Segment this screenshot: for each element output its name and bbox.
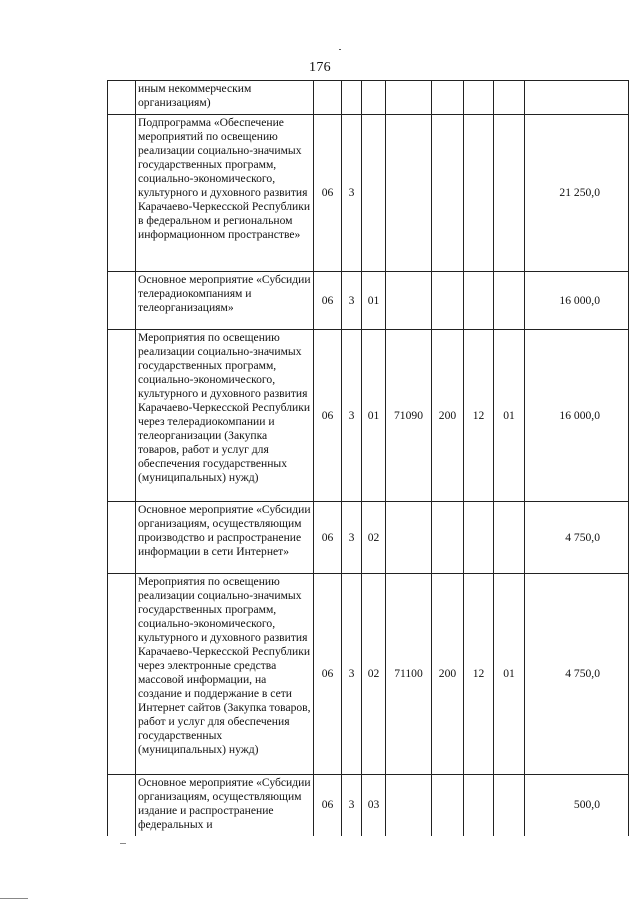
code-cell: 3	[342, 574, 362, 775]
code-cell	[494, 81, 525, 115]
code-cell	[432, 775, 464, 836]
code-cell	[464, 775, 494, 836]
code-cell	[432, 81, 464, 115]
code-cell: 06	[314, 330, 342, 502]
item-name-cell: Основное мероприятие «Субсидии организациям, осуществляющим издание и распространение федеральных и	[136, 775, 314, 836]
code-cell: 3	[342, 115, 362, 272]
table-row	[108, 775, 629, 836]
amount-cell: 500,0	[525, 775, 629, 836]
item-name-cell: Подпрограмма «Обеспечение мероприятий по освещению реализации социально-значимых государственных программ, социально-экономического, культурного и духовного развития Карачаево-Черкесской Республики в федеральном и региональном информационном пространстве»	[136, 115, 314, 272]
amount-cell: 4 750,0	[525, 574, 629, 775]
code-cell	[464, 502, 494, 574]
item-name-cell: Основное мероприятие «Субсидии телерадиокомпаниям и телеорганизациям»	[136, 272, 314, 330]
table-row	[108, 272, 629, 330]
amount-cell	[525, 81, 629, 115]
code-cell: 200	[432, 330, 464, 502]
code-cell	[386, 272, 432, 330]
code-cell	[432, 272, 464, 330]
blank-cell	[108, 272, 136, 330]
code-cell	[464, 81, 494, 115]
code-cell: 06	[314, 502, 342, 574]
code-cell	[386, 81, 432, 115]
code-cell: 06	[314, 775, 342, 836]
table-row	[108, 81, 629, 115]
code-cell	[362, 115, 386, 272]
table-row	[108, 574, 629, 775]
code-cell	[362, 81, 386, 115]
scan-speck	[339, 49, 341, 50]
code-cell: 3	[342, 272, 362, 330]
blank-cell	[108, 775, 136, 836]
code-cell: 3	[342, 330, 362, 502]
code-cell: 12	[464, 330, 494, 502]
blank-cell	[108, 330, 136, 502]
code-cell: 01	[494, 330, 525, 502]
code-cell	[314, 81, 342, 115]
code-cell	[386, 775, 432, 836]
code-cell: 12	[464, 574, 494, 775]
code-cell	[464, 115, 494, 272]
amount-cell: 16 000,0	[525, 330, 629, 502]
code-cell: 200	[432, 574, 464, 775]
code-cell	[494, 115, 525, 272]
code-cell: 06	[314, 272, 342, 330]
code-cell	[494, 272, 525, 330]
code-cell	[432, 115, 464, 272]
code-cell: 01	[362, 330, 386, 502]
code-cell: 71100	[386, 574, 432, 775]
code-cell: 01	[494, 574, 525, 775]
code-cell: 3	[342, 502, 362, 574]
amount-cell: 21 250,0	[525, 115, 629, 272]
table-body	[108, 81, 629, 836]
blank-cell	[108, 574, 136, 775]
code-cell: 71090	[386, 330, 432, 502]
code-cell	[386, 115, 432, 272]
code-cell	[386, 502, 432, 574]
code-cell: 02	[362, 502, 386, 574]
blank-cell	[108, 81, 136, 115]
code-cell	[494, 502, 525, 574]
scan-mark	[120, 843, 126, 844]
blank-cell	[108, 115, 136, 272]
item-name-cell: Мероприятия по освещению реализации социально-значимых государственных программ, социально-экономического, культурного и духовного развития Карачаево-Черкесской Республики через телерадиокомпании и телеорганизации (Закупка товаров, работ и услуг для обеспечения государственных (муниципальных) нужд)	[136, 330, 314, 502]
code-cell: 3	[342, 775, 362, 836]
item-name-cell: Мероприятия по освещению реализации социально-значимых государственных программ, социально-экономического, культурного и духовного развития Карачаево-Черкесской Республики через электронные средства массовой информации, на создание и поддержание в сети Интернет сайтов (Закупка товаров, работ и услуг для обеспечения государственных (муниципальных) нужд)	[136, 574, 314, 775]
code-cell: 06	[314, 574, 342, 775]
table-row	[108, 502, 629, 574]
code-cell	[494, 775, 525, 836]
blank-cell	[108, 502, 136, 574]
code-cell	[432, 502, 464, 574]
table-row	[108, 330, 629, 502]
code-cell: 02	[362, 574, 386, 775]
code-cell: 06	[314, 115, 342, 272]
code-cell: 01	[362, 272, 386, 330]
code-cell: 03	[362, 775, 386, 836]
code-cell	[342, 81, 362, 115]
code-cell	[464, 272, 494, 330]
page-number: 176	[309, 60, 331, 75]
budget-table	[107, 80, 629, 836]
amount-cell: 16 000,0	[525, 272, 629, 330]
amount-cell: 4 750,0	[525, 502, 629, 574]
table-row	[108, 115, 629, 272]
item-name-cell: иным некоммерческим организациям)	[136, 81, 314, 115]
scan-mark	[0, 898, 28, 899]
item-name-cell: Основное мероприятие «Субсидии организациям, осуществляющим производство и распространение информации в сети Интернет»	[136, 502, 314, 574]
